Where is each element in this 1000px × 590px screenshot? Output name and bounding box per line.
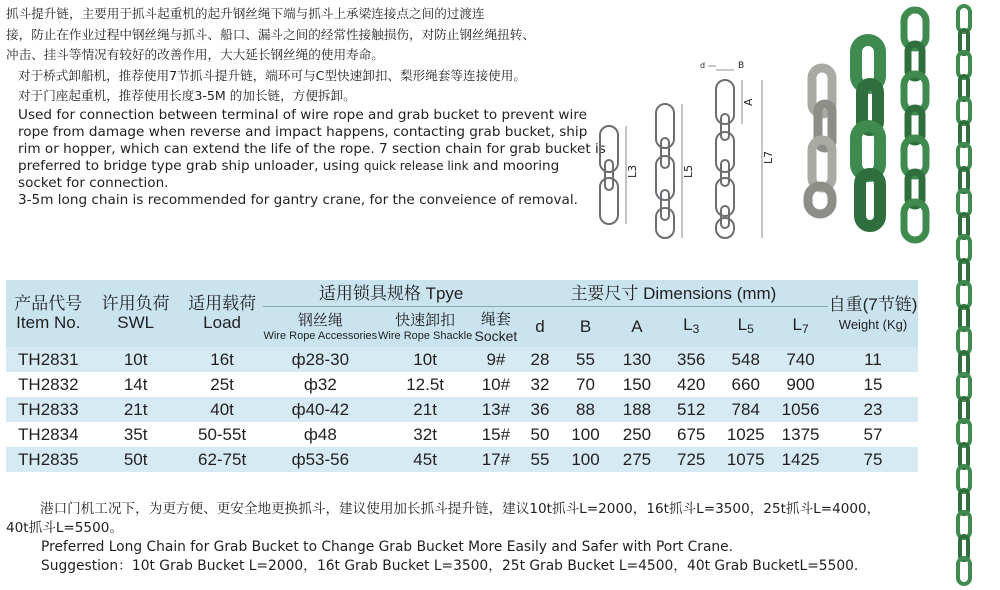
- intro-cn-gantry: 对于门座起重机，推荐使用长度3-5M 的加长链，方便拆卸。: [18, 88, 356, 103]
- header-weight-en: Weight (Kg): [838, 316, 908, 332]
- cell-d: 36: [519, 397, 561, 422]
- cell-l5: 1075: [718, 447, 773, 472]
- specification-table: [6, 280, 918, 472]
- usage-notes: [6, 500, 906, 576]
- header-item-no: [6, 280, 91, 347]
- intro-en-quick-release: quick release link: [363, 158, 469, 173]
- chain-dimension-diagram: [592, 60, 792, 240]
- header-l5-letter: L: [737, 314, 748, 334]
- intro-cn-line-1: 抓斗提升链，主要用于抓斗起重机的起升钢丝绳下端与抓斗上承梁连接点之间的过渡连: [6, 6, 485, 21]
- cell-l7: 1425: [773, 447, 828, 472]
- cell-swl: 21t: [91, 397, 181, 422]
- cell-b: 55: [561, 347, 610, 372]
- cell-load: 40t: [181, 397, 264, 422]
- notes-cn-line-2: 40t抓斗L=5500。: [6, 520, 123, 536]
- cell-load: 50-55t: [197, 424, 247, 444]
- cell-shackle: 12.5t: [406, 374, 445, 394]
- cell-a: 150: [622, 374, 652, 394]
- cell-weight: 75: [828, 447, 918, 472]
- cell-d: 50: [530, 424, 550, 444]
- header-l3-sub: 3: [692, 321, 700, 336]
- cell-b: 88: [561, 397, 610, 422]
- cell-weight: 23: [828, 397, 918, 422]
- header-swl-en: SWL: [117, 313, 155, 333]
- header-load-en: Load: [203, 313, 241, 333]
- cell-code: TH2832: [18, 374, 79, 394]
- header-rigging-type: 适用锁具规格 Tpye: [263, 280, 518, 307]
- cell-a: 250: [622, 424, 652, 444]
- cell-weight: 11: [828, 347, 918, 372]
- table-row: [6, 422, 918, 447]
- notes-en-suggestion: Suggestion：10t Grab Bucket L=2000，16t Grab Bucket L=3500，25t Grab Bucket L=4500，40t Grab BucketL=5500.: [41, 558, 859, 574]
- table-row: [6, 347, 918, 372]
- header-l7-letter: L: [792, 314, 802, 334]
- specification-table-body: [6, 347, 918, 472]
- cell-shackle: 32t: [413, 424, 437, 444]
- header-weight-cn: 自重(7节链): [828, 294, 918, 314]
- header-shackle: [377, 307, 473, 347]
- header-item-no-cn: 产品代号: [14, 294, 83, 314]
- table-row: [6, 372, 918, 397]
- diagram-label-b: B: [738, 61, 745, 71]
- header-load: [181, 280, 264, 347]
- intro-en-paragraph: [6, 107, 606, 192]
- header-socket-en: Socket: [474, 328, 518, 345]
- cell-l7: 1375: [781, 424, 820, 444]
- cell-swl: 10t: [91, 347, 181, 372]
- intro-en-gantry: 3-5m long chain is recommended for gantry crane, for the conveience of removal.: [18, 191, 578, 208]
- header-shackle-en: Wire Rope Shackle: [378, 330, 473, 343]
- cell-code: TH2831: [6, 347, 91, 372]
- cell-a: 130: [610, 347, 664, 372]
- cell-a: 188: [610, 397, 664, 422]
- cell-socket: 15#: [481, 424, 511, 444]
- intro-cn-line-2: 接，防止在作业过程中钢丝绳与抓斗、船口、漏斗之间的经常性接触损伤，对防止钢丝绳扭转、: [6, 26, 535, 42]
- cell-l3: 675: [677, 424, 706, 444]
- header-swl-cn: 许用负荷: [101, 294, 170, 314]
- cell-wire: ф40-42: [263, 397, 377, 422]
- header-wire-rope: [263, 307, 377, 347]
- cell-weight: 15: [863, 374, 883, 394]
- cell-load: 62-75t: [181, 447, 264, 472]
- intro-cn-bridge: 对于桥式卸船机，推荐使用7节抓斗提升链，端环可与C型快速卸扣、梨形绳套等连接使用。: [18, 67, 526, 83]
- cell-socket: 13#: [473, 397, 519, 422]
- header-wire-rope-en: Wire Rope Accessories: [263, 330, 378, 343]
- header-l7: [773, 307, 828, 347]
- cell-l3: 420: [677, 374, 706, 394]
- header-wire-rope-cn: 钢丝绳: [297, 312, 343, 330]
- cell-l3: 356: [664, 347, 718, 372]
- diagram-label-l5: L5: [682, 164, 695, 178]
- diagram-label-l3: L3: [626, 164, 639, 178]
- cell-shackle: 10t: [377, 347, 473, 372]
- intro-en-part-b: and mooring socket for connection.: [18, 157, 560, 191]
- cell-load: 16t: [181, 347, 264, 372]
- header-swl: [91, 280, 181, 347]
- grey-chain-photo: [808, 68, 832, 214]
- header-l5: [718, 307, 773, 347]
- cell-d: 28: [519, 347, 561, 372]
- cell-wire: ф48: [303, 424, 337, 444]
- cell-load: 25t: [210, 374, 234, 394]
- notes-en-preferred: Preferred Long Chain for Grab Bucket to Change Grab Bucket More Easily and Safer with Port Crane.: [41, 539, 734, 555]
- diagram-label-a: A: [742, 98, 755, 106]
- cell-l3: 512: [664, 397, 718, 422]
- cell-swl: 50t: [91, 447, 181, 472]
- table-row: [6, 397, 918, 422]
- cell-l3: 725: [664, 447, 718, 472]
- cell-socket: 17#: [473, 447, 519, 472]
- cell-wire: ф28-30: [263, 347, 377, 372]
- cell-d: 55: [519, 447, 561, 472]
- cell-socket: 10#: [481, 374, 511, 394]
- cell-l7: 1056: [773, 397, 828, 422]
- header-shackle-cn: 快速卸扣: [395, 312, 456, 330]
- header-l7-sub: 7: [801, 321, 809, 336]
- intro-cn-line-3: 冲击、挂斗等情况有较好的改善作用，大大延长钢丝绳的使用寿命。: [6, 47, 384, 62]
- long-green-chain-photo: [904, 10, 926, 240]
- cell-socket: 9#: [473, 347, 519, 372]
- table-row: [6, 447, 918, 472]
- header-item-no-en: Item No.: [16, 313, 81, 333]
- header-load-cn: 适用载荷: [188, 294, 257, 314]
- notes-cn-line-1: 港口门机工况下，为更方便、更安全地更换抓斗，建议使用加长抓斗提升链，建议10t抓斗L=2000，16t抓斗L=3500，25t抓斗L=4000，: [40, 501, 881, 517]
- cell-a: 275: [610, 447, 664, 472]
- cell-l5: 1025: [726, 424, 765, 444]
- header-dimensions: 主要尺寸 Dimensions (mm): [519, 280, 828, 307]
- cell-swl: 35t: [123, 424, 148, 444]
- header-socket-cn: 绳套: [480, 311, 511, 329]
- cell-l5: 660: [731, 374, 760, 394]
- header-a: A: [610, 307, 664, 347]
- cell-shackle: 45t: [377, 447, 473, 472]
- diagram-label-d: d: [700, 61, 706, 70]
- cell-code: TH2834: [18, 424, 79, 444]
- header-l3: [664, 307, 718, 347]
- cell-shackle: 21t: [377, 397, 473, 422]
- cell-code: TH2833: [6, 397, 91, 422]
- header-d: d: [519, 307, 561, 347]
- cell-l5: 784: [718, 397, 773, 422]
- header-l5-sub: 5: [747, 321, 754, 336]
- intro-text: [6, 4, 606, 209]
- cell-wire: ф53-56: [263, 447, 377, 472]
- cell-b: 70: [576, 374, 595, 394]
- header-l3-letter: L: [683, 314, 693, 334]
- medium-green-chain-photo: [856, 40, 880, 226]
- cell-l5: 548: [718, 347, 773, 372]
- cell-b: 100: [571, 424, 600, 444]
- cell-swl: 14t: [123, 374, 148, 394]
- cell-b: 100: [561, 447, 610, 472]
- cell-code: TH2835: [6, 447, 91, 472]
- header-weight: [828, 280, 918, 347]
- very-long-green-chain-photo: [958, 6, 970, 584]
- cell-l7: 740: [773, 347, 828, 372]
- cell-d: 32: [530, 374, 550, 394]
- header-socket: [473, 307, 519, 347]
- cell-wire: ф32: [303, 374, 337, 394]
- cell-weight: 57: [863, 424, 883, 444]
- header-b: B: [561, 307, 610, 347]
- intro-en-part-a: Used for connection between terminal of wire rope and grab bucket to prevent wire rope from damage when reverse and impact happens, contacting grab bucket, ship rim or hopper, which can extend the life of the rope. 7 section chain for grab bucket is preferred to bridge type grab ship unloader, using: [18, 106, 606, 174]
- diagram-label-l7: L7: [762, 150, 775, 164]
- cell-l7: 900: [786, 374, 815, 394]
